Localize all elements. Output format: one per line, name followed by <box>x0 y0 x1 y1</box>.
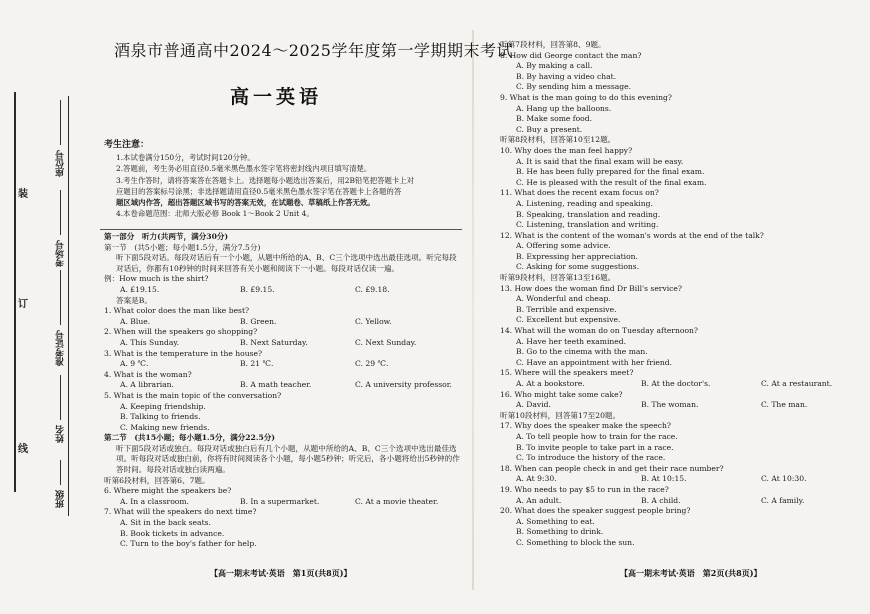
question-2-options <box>104 338 464 349</box>
notice-item: 1.本试卷满分150分，考试时间120分钟。 <box>116 153 255 163</box>
question-5: 5. What is the main topic of the conversation? <box>104 390 282 400</box>
footer-page-1: 【高一期末考试·英语 第1页(共8页)】 <box>210 568 352 578</box>
option: B. At the doctor's. <box>641 379 711 388</box>
cut-mark-zhuang: 装 <box>18 189 28 200</box>
option: B. By having a video chat. <box>516 71 617 81</box>
name-label: 姓名 <box>56 425 66 443</box>
question-6-options <box>104 497 464 508</box>
admission-number-label: 准考证号 <box>56 330 66 366</box>
segment-10-heading: 听第10段材料，回答第17至20题。 <box>500 410 621 420</box>
question-3: 3. What is the temperature in the house? <box>104 348 263 358</box>
option: C. To introduce the history of the race. <box>516 453 666 463</box>
option: B. Speaking, translation and reading. <box>516 209 661 219</box>
section2-heading: 第二节 (共15小题；每小题1.5分，满分22.5分) <box>104 433 275 443</box>
exam-room-label: 考场号 <box>56 240 66 267</box>
option: B. A math teacher. <box>240 380 312 390</box>
question-11: 11. What does the recent exam focus on? <box>500 188 659 198</box>
class-label: 班级 <box>56 490 66 508</box>
option: B. Talking to friends. <box>120 412 201 422</box>
question-7: 7. What will the speakers do next time? <box>104 507 257 517</box>
name-blank <box>60 375 61 420</box>
option: C. Making new friends. <box>120 422 210 432</box>
question-3-options <box>104 359 464 370</box>
option: B. Next Saturday. <box>240 337 308 347</box>
option: C. Buy a present. <box>516 124 583 134</box>
option: A. It is said that the final exam will be easy. <box>516 156 684 166</box>
page-fold <box>472 30 474 590</box>
question-1: 1. What color does the man like best? <box>104 306 250 316</box>
option: A. Keeping friendship. <box>120 401 206 411</box>
option: A. An adult. <box>516 495 562 505</box>
option: B. £9.15. <box>240 284 275 294</box>
school-title: 酒泉市普通高中2024～2025学年度第一学期期末考试 <box>114 41 513 60</box>
option: A. £19.15. <box>120 284 160 294</box>
footer-page-2: 【高一期末考试·英语 第2页(共8页)】 <box>620 568 762 578</box>
option: C. At 10:30. <box>761 474 807 484</box>
option: B. Terrible and expensive. <box>516 304 617 314</box>
notice-item: 应题目的答案标号涂黑；非选择题请用直径0.5毫米黑色墨水签字笔在答题卡上各题的答 <box>116 186 402 196</box>
section1-instructions: 听下面5段对话。每段对话后有一个小题，从题中所给的A、B、C三个选项中选出最佳选项。听完每段对话后，你都有10秒钟的时间来回答有关小题和阅读下一小题。每段对话仅读一遍。 <box>116 253 457 273</box>
question-19-options <box>500 496 845 507</box>
option: B. Expressing her appreciation. <box>516 251 638 261</box>
option: A. Blue. <box>120 316 151 326</box>
part1-heading: 第一部分 听力(共两节，满分30分) <box>104 232 229 241</box>
segment-6-heading: 听第6段材料，回答第6、7题。 <box>104 475 210 485</box>
segment-7-heading: 听第7段材料，回答第8、9题。 <box>500 40 606 49</box>
cut-mark-xian: 线 <box>18 444 28 455</box>
example-answer: 答案是B。 <box>116 295 152 305</box>
exam-room-blank <box>60 190 61 235</box>
question-1-options <box>104 317 464 328</box>
option: A. To tell people how to train for the race. <box>516 431 678 441</box>
question-16-options <box>500 400 845 411</box>
option: C. Excellent but expensive. <box>516 315 621 325</box>
question-10: 10. Why does the man feel happy? <box>500 145 633 155</box>
class-blank <box>60 460 61 485</box>
option: A. At 9:30. <box>516 474 557 484</box>
segment-8-heading: 听第8段材料，回答第10至12题。 <box>500 135 616 145</box>
question-18: 18. When can people check in and get their race number? <box>500 463 724 473</box>
question-4: 4. What is the woman? <box>104 369 192 379</box>
notice-item: 4.本卷命题范围：北师大版必修 Book 1～Book 2 Unit 4。 <box>116 209 314 219</box>
option: C. A university professor. <box>355 380 452 390</box>
question-14: 14. What will the woman do on Tuesday afternoon? <box>500 326 699 336</box>
question-12: 12. What is the content of the woman's words at the end of the talk? <box>500 230 764 240</box>
question-13: 13. How does the woman find Dr Bill's service? <box>500 283 682 293</box>
subject-title: 高一英语 <box>230 86 323 108</box>
section1-heading: 第一节 (共5小题；每小题1.5分，满分7.5分) <box>104 242 261 252</box>
option: A. Hang up the balloons. <box>516 103 612 113</box>
admission-number-blank <box>60 270 61 325</box>
option: C. Next Sunday. <box>355 337 417 347</box>
option: A. Sit in the back seats. <box>120 518 211 528</box>
option: C. Asking for some suggestions. <box>516 262 640 272</box>
section2-instructions: 听下面5段对话或独白。每段对话或独白后有几个小题，从题中所给的A、B、C三个选项中选出最佳选项。听每段对话或独白前，你将有时间阅读各个小题，每小题5秒钟；听完后，各小题将给出5秒钟的作答时间。每段对话或独白读两遍。 <box>116 443 460 475</box>
option: B. Something to drink. <box>516 527 604 537</box>
option: C. Have an appointment with her friend. <box>516 357 673 367</box>
option: B. The woman. <box>641 400 699 410</box>
notice-item: 题区域内作答，超出答题区域书写的答案无效，在试题卷、草稿纸上作答无效。 <box>116 198 375 208</box>
question-20: 20. What does the speaker suggest people bring? <box>500 506 691 516</box>
option: A. At a bookstore. <box>516 379 585 388</box>
option: C. By sending him a message. <box>516 82 632 92</box>
binding-margin <box>0 0 90 614</box>
notice-item: 2.答题前，考生务必用直径0.5毫米黑色墨水签字笔将密封线内项目填写清楚。 <box>116 164 372 174</box>
section-divider <box>100 229 462 230</box>
option: B. Book tickets in advance. <box>120 528 225 538</box>
question-16: 16. Who might take some cake? <box>500 389 623 399</box>
option: C. Yellow. <box>355 316 392 326</box>
option: C. He is pleased with the result of the final exam. <box>516 177 707 187</box>
question-4-options <box>104 380 464 391</box>
example-options <box>104 285 464 296</box>
binding-line <box>14 92 16 492</box>
option: B. In a supermarket. <box>240 496 320 506</box>
option: C. 29 ℃. <box>355 359 389 369</box>
option: A. By making a call. <box>516 61 593 71</box>
cut-mark-ding: 订 <box>18 299 28 310</box>
example-question: 例：How much is the shirt? <box>104 274 209 284</box>
option: C. The man. <box>761 400 808 410</box>
binding-line-inner <box>68 96 69 516</box>
option: C. At a movie theater. <box>355 496 439 506</box>
option: B. Make some food. <box>516 114 593 124</box>
seat-number-blank <box>60 100 61 145</box>
right-column <box>500 40 845 549</box>
left-column <box>104 232 464 550</box>
option: A. This Sunday. <box>120 337 180 347</box>
option: C. At a restaurant. <box>761 379 833 388</box>
option: A. 9 ℃. <box>120 359 149 369</box>
option: A. Something to eat. <box>516 516 595 526</box>
seat-number-label: 座位号 <box>56 150 66 177</box>
option: B. At 10:15. <box>641 474 687 484</box>
option: B. He has been fully prepared for the final exam. <box>516 167 705 177</box>
question-18-options <box>500 474 845 485</box>
question-2: 2. When will the speakers go shopping? <box>104 327 258 337</box>
option: B. 21 ℃. <box>240 359 274 369</box>
question-15: 15. Where will the speakers meet? <box>500 368 634 378</box>
question-17: 17. Why does the speaker make the speech? <box>500 421 671 431</box>
option: A. Offering some advice. <box>516 241 611 251</box>
segment-9-heading: 听第9段材料，回答第13至16题。 <box>500 273 616 283</box>
option: A. Listening, reading and speaking. <box>516 198 653 208</box>
option: B. A child. <box>641 495 681 505</box>
question-15-options <box>500 379 845 390</box>
option: C. £9.18. <box>355 284 390 294</box>
option: B. Green. <box>240 316 277 326</box>
notice-heading: 考生注意： <box>104 140 150 150</box>
question-19: 19. Who needs to pay $5 to run in the race? <box>500 484 669 494</box>
option: A. In a classroom. <box>120 496 189 506</box>
question-9: 9. What is the man going to do this evening? <box>500 92 672 102</box>
option: A. A librarian. <box>120 380 174 390</box>
option: B. Go to the cinema with the man. <box>516 347 648 357</box>
option: A. David. <box>516 400 551 410</box>
question-8: 8. How did George contact the man? <box>500 50 642 60</box>
notice-item: 3.考生作答时，请将答案答在答题卡上。选择题每小题选出答案后，用2B铅笔把答题卡上对 <box>116 175 415 185</box>
option: B. To invite people to take part in a race. <box>516 442 674 452</box>
option: C. A family. <box>761 495 805 505</box>
option: C. Listening, translation and writing. <box>516 220 659 230</box>
option: A. Wonderful and cheap. <box>516 294 611 304</box>
candidate-notice <box>104 140 460 219</box>
option: C. Something to block the sun. <box>516 537 635 547</box>
option: C. Turn to the boy's father for help. <box>120 539 257 549</box>
question-6: 6. Where might the speakers be? <box>104 486 232 496</box>
option: A. Have her teeth examined. <box>516 336 627 346</box>
